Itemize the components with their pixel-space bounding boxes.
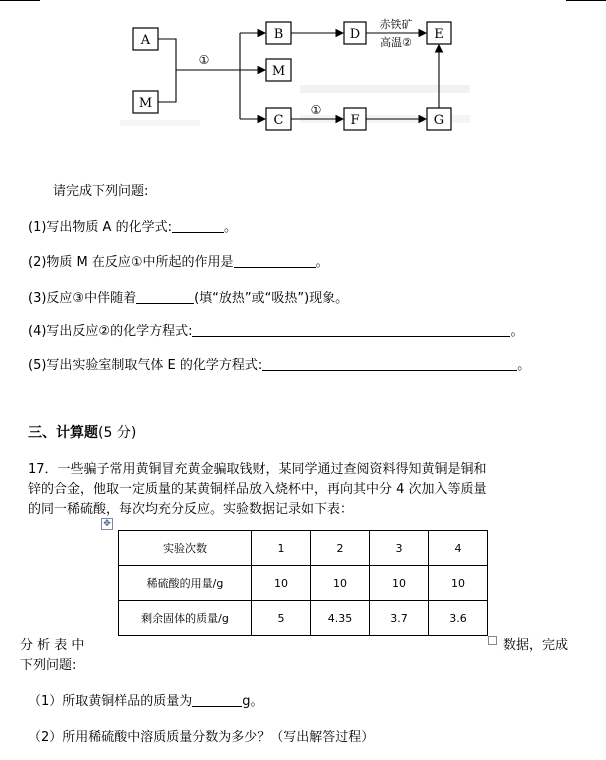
sub-question-2: （2）所用稀硫酸中溶质质量分数为多少？（写出解答过程）	[28, 730, 375, 745]
question-5-end: 。	[517, 358, 531, 373]
after-table-right: 数据，完成	[503, 638, 569, 653]
box-d	[344, 22, 366, 44]
question-2-end: 。	[315, 255, 329, 270]
answer-blank-2[interactable]	[234, 254, 316, 268]
node-m-left-label: M	[138, 96, 153, 111]
question-3-end: (填“放热”或“吸热”)现象。	[194, 291, 349, 306]
box-g	[427, 108, 451, 130]
answer-blank-mass[interactable]	[192, 693, 242, 707]
table-cell: 10	[370, 566, 429, 601]
answer-blank-5[interactable]	[262, 357, 517, 371]
header-cell: 4	[429, 531, 488, 566]
table-row	[119, 601, 488, 636]
question-1	[28, 216, 237, 235]
box-f	[344, 108, 366, 130]
table-cell: 3.7	[370, 601, 429, 636]
node-g-label: G	[433, 113, 445, 128]
table-cell: 3.6	[429, 601, 488, 636]
connector-m-left	[158, 53, 176, 102]
answer-blank-3[interactable]	[136, 290, 194, 304]
question-3	[28, 287, 348, 306]
box-e	[427, 22, 451, 44]
question-5-text: (5)写出实验室制取气体 E 的化学方程式:	[28, 358, 263, 373]
node-b-label: B	[273, 27, 284, 42]
table-header-row	[119, 531, 488, 566]
sub-question-1	[28, 690, 264, 709]
node-d-label: D	[349, 27, 361, 42]
problem-17-line-1: 17．一些骗子常用黄铜冒充黄金骗取钱财，某同学通过查阅资料得知黄铜是铜和	[28, 462, 487, 477]
table-cell: 10	[252, 566, 311, 601]
box-c	[266, 108, 291, 130]
table-cell: 10	[311, 566, 370, 601]
node-a-label: A	[140, 33, 151, 48]
question-1-end: 。	[223, 220, 237, 235]
table-cell: 4.35	[311, 601, 370, 636]
sub-question-1-text: （1）所取黄铜样品的质量为	[28, 694, 193, 709]
answer-blank-1[interactable]	[172, 219, 224, 233]
reaction-flow-diagram	[0, 0, 606, 140]
box-m-left	[133, 91, 158, 113]
table-end-marker-icon	[488, 636, 497, 645]
section-3-score: (5 分)	[98, 425, 137, 441]
header-cell: 实验次数	[119, 531, 252, 566]
table-cell: 5	[252, 601, 311, 636]
table-row	[119, 566, 488, 601]
section-3-heading	[28, 422, 136, 442]
question-2	[28, 251, 329, 270]
node-m-mid-label: M	[271, 64, 286, 79]
box-a	[133, 28, 158, 50]
node-c-label: C	[273, 113, 284, 128]
answer-blank-4[interactable]	[192, 323, 510, 337]
node-e-label: E	[434, 27, 444, 42]
intro-text: 请完成下列问题:	[53, 184, 149, 199]
question-4-text: (4)写出反应②的化学方程式:	[28, 324, 193, 339]
table-cell: 稀硫酸的用量/g	[119, 566, 252, 601]
question-2-text: (2)物质 M 在反应①中所起的作用是	[28, 255, 234, 270]
node-f-label: F	[350, 113, 360, 128]
problem-17-line-3: 的同一稀硫酸，每次均充分反应。实验数据记录如下表：	[28, 502, 354, 517]
question-5	[28, 354, 530, 373]
high-temp-label: 高温②	[380, 36, 412, 49]
header-cell: 2	[311, 531, 370, 566]
question-4	[28, 320, 523, 339]
box-m-mid	[266, 59, 291, 81]
question-3-text: (3)反应③中伴随着	[28, 291, 137, 306]
table-move-handle-icon[interactable]: ✥	[101, 518, 113, 530]
question-4-end: 。	[510, 324, 524, 339]
question-1-text: (1)写出物质 A 的化学式:	[28, 220, 172, 235]
table-cell: 剩余固体的质量/g	[119, 601, 252, 636]
section-3-title: 三、计算题	[28, 425, 98, 441]
sub-question-1-unit: g。	[242, 694, 264, 709]
connector-a	[158, 39, 176, 53]
table-cell: 10	[429, 566, 488, 601]
after-table-line-2: 下列问题:	[20, 658, 77, 673]
box-b	[266, 22, 291, 44]
after-table-left: 分 析 表 中	[20, 638, 85, 653]
ore-label: 赤铁矿	[379, 18, 413, 31]
header-cell: 3	[370, 531, 429, 566]
reaction-1-label-main: ①	[198, 53, 210, 67]
reaction-1-label-lower: ①	[310, 103, 322, 117]
header-cell: 1	[252, 531, 311, 566]
problem-17-line-2: 锌的合金，他取一定质量的某黄铜样品放入烧杯中，再向其中分 4 次加入等质量	[28, 482, 487, 497]
experiment-data-table	[118, 530, 488, 636]
